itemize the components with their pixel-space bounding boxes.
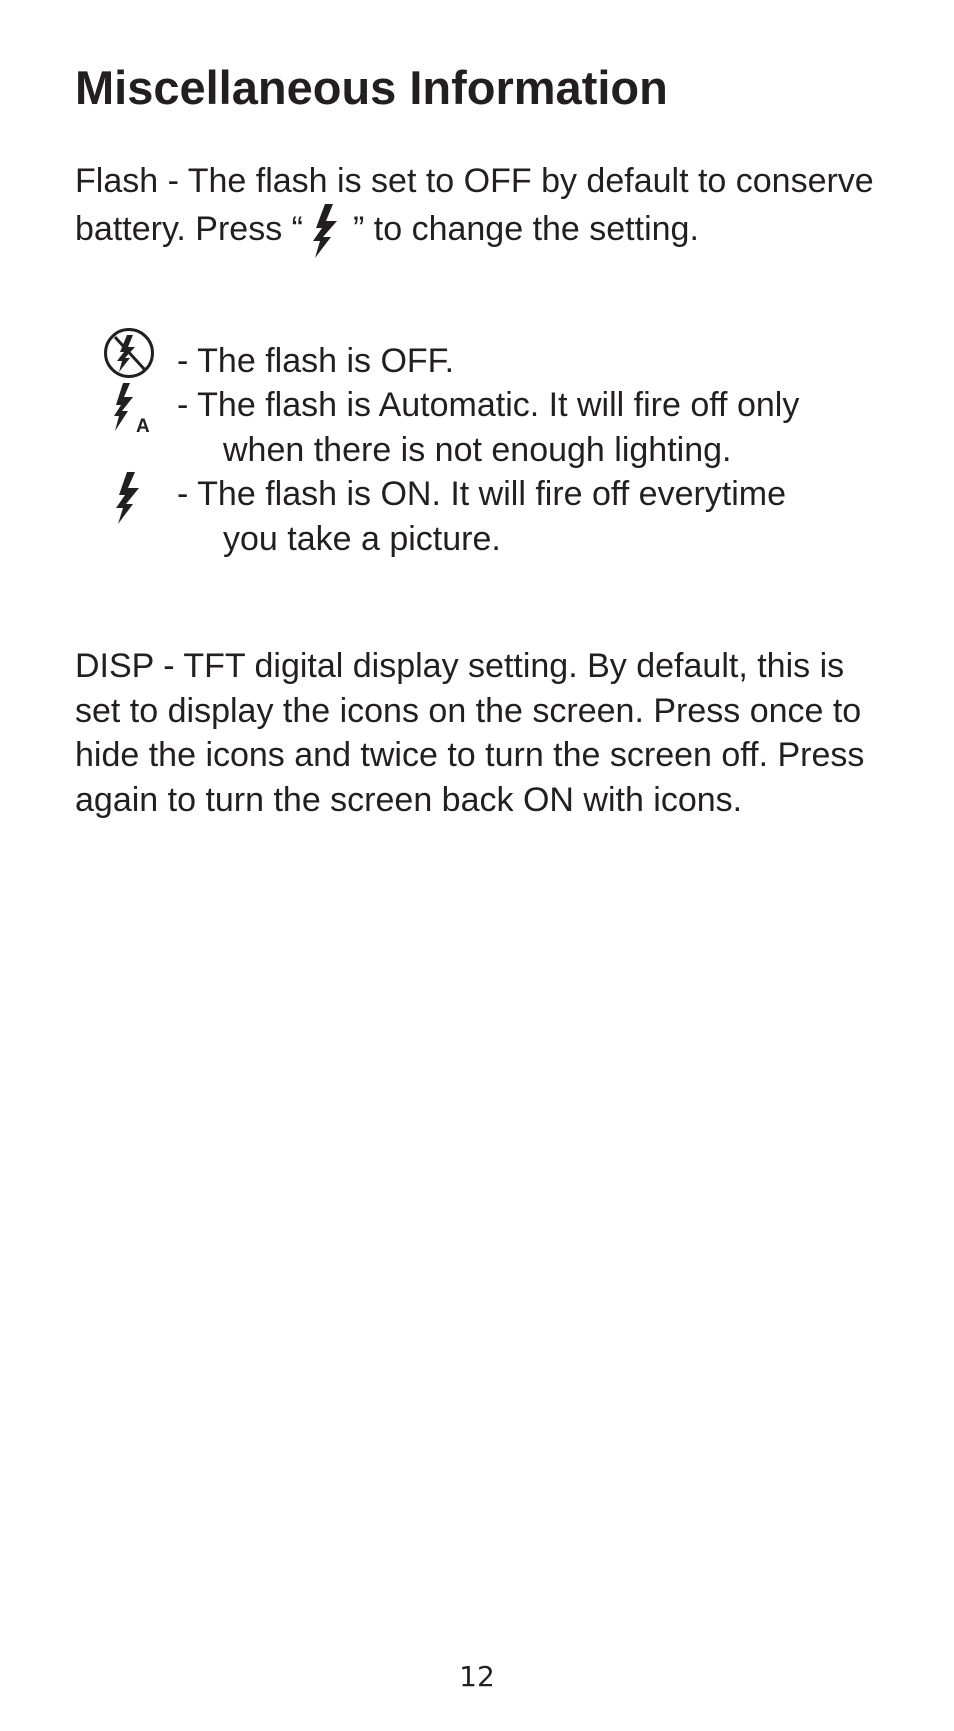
flash-intro-text-end: ” to change the setting. <box>353 209 699 248</box>
flash-auto-letter: A <box>136 416 150 433</box>
mode-line-continued: when there is not enough lighting. <box>223 430 732 469</box>
flash-off-icon <box>103 327 155 379</box>
flash-mode-off-text <box>177 339 917 384</box>
page-title: Miscellaneous Information <box>75 61 668 114</box>
flash-on-icon <box>115 472 147 524</box>
mode-line: - The flash is Automatic. It will fire off only <box>177 386 800 424</box>
flash-icon <box>311 204 345 258</box>
flash-mode-auto-text <box>177 383 917 472</box>
page-number: 12 <box>459 1660 495 1693</box>
mode-line: - The flash is ON. It will fire off everytime <box>177 475 787 513</box>
disp-paragraph: DISP - TFT digital display setting. By default, this is set to display the icons on the screen. Press once to hide the icons and twice to turn the screen off. Press again to turn the screen back ON with icons. <box>75 647 865 819</box>
flash-intro-paragraph <box>75 159 895 258</box>
mode-line: - The flash is OFF. <box>177 342 455 380</box>
flash-intro-text: Flash - The flash is set to OFF by default to conserve battery. Press “ <box>75 162 874 248</box>
flash-mode-on-text <box>177 472 917 561</box>
flash-auto-icon <box>113 383 157 433</box>
mode-line-continued: you take a picture. <box>223 519 501 558</box>
